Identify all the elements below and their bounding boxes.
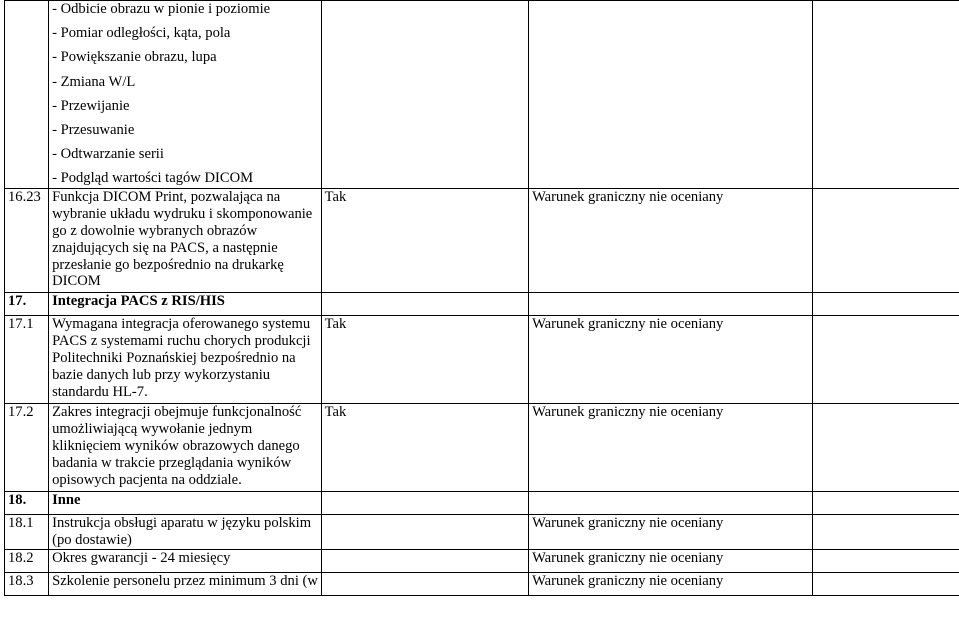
row-number: 17.2 (5, 404, 49, 492)
row-description: Zakres integracji obejmuje funkcjonalność umożliwiającą wywołanie jednym kliknięciem wyników obrazowych danego badania w trakcie przeglądania wyników opisowych pacjenta na oddziale. (49, 404, 322, 492)
feature-item: - Zmiana W/L (52, 73, 136, 90)
row-number: 16.23 (5, 189, 49, 293)
row-number: 18.1 (5, 515, 49, 550)
section-header-row (5, 293, 959, 316)
feature-item: - Przewijanie (52, 97, 130, 114)
cell-evaluation (529, 293, 813, 316)
feature-item: - Odtwarzanie serii (52, 146, 164, 163)
row-requirement (321, 515, 528, 550)
section-title: Inne (49, 492, 322, 515)
row-evaluation: Warunek graniczny nie oceniany (529, 189, 813, 293)
table-row-viewer-features (5, 1, 959, 189)
cell-evaluation (529, 492, 813, 515)
row-requirement: Tak (321, 316, 528, 404)
row-requirement: Tak (321, 189, 528, 293)
cell-score (812, 492, 959, 515)
row-number: 18.2 (5, 549, 49, 572)
row-evaluation: Warunek graniczny nie oceniany (529, 549, 813, 572)
row-evaluation: Warunek graniczny nie oceniany (529, 572, 813, 595)
row-requirement (321, 549, 528, 572)
feature-item: - Pomiar odległości, kąta, pola (52, 25, 231, 42)
row-evaluation: Warunek graniczny nie oceniany (529, 316, 813, 404)
table-row (5, 316, 959, 404)
section-number: 17. (5, 293, 49, 316)
row-description: Funkcja DICOM Print, pozwalająca na wybranie układu wydruku i skomponowanie go z dowolnie wybranych obrazów znajdujących się na PACS, a następnie przesłanie go bezpośrednio na drukarkę DICOM (49, 189, 322, 293)
feature-item: - Przesuwanie (52, 121, 135, 138)
row-score (812, 515, 959, 550)
table-row (5, 572, 959, 595)
table-row (5, 404, 959, 492)
section-header-row (5, 492, 959, 515)
cell-score (812, 293, 959, 316)
row-description: Okres gwarancji - 24 miesięcy (49, 549, 322, 572)
cell-requirement (321, 1, 528, 189)
feature-list (49, 1, 322, 189)
table-row (5, 189, 959, 293)
row-score (812, 549, 959, 572)
row-requirement (321, 572, 528, 595)
table-row (5, 549, 959, 572)
cell-requirement (321, 492, 528, 515)
row-score (812, 404, 959, 492)
row-number: 18.3 (5, 572, 49, 595)
cell-score (812, 1, 959, 189)
feature-item: - Powiększanie obrazu, lupa (52, 49, 217, 66)
row-description: Wymagana integracja oferowanego systemu PACS z systemami ruchu chorych produkcji Politechniki Poznańskiej bezpośrednio na bazie danych lub przy wykorzystaniu standardu HL-7. (49, 316, 322, 404)
row-score (812, 316, 959, 404)
cell-requirement (321, 293, 528, 316)
section-title: Integracja PACS z RIS/HIS (49, 293, 322, 316)
feature-item: - Odbicie obrazu w pionie i poziomie (52, 1, 271, 17)
row-number: 17.1 (5, 316, 49, 404)
cell-number (5, 1, 49, 189)
cell-evaluation (529, 1, 813, 189)
table-row (5, 515, 959, 550)
row-evaluation: Warunek graniczny nie oceniany (529, 515, 813, 550)
section-number: 18. (5, 492, 49, 515)
row-score (812, 189, 959, 293)
row-evaluation: Warunek graniczny nie oceniany (529, 404, 813, 492)
feature-item: - Podgląd wartości tagów DICOM (52, 170, 254, 187)
specification-table (4, 0, 959, 596)
row-description: Instrukcja obsługi aparatu w języku polskim (po dostawie) (49, 515, 322, 550)
row-requirement: Tak (321, 404, 528, 492)
row-score (812, 572, 959, 595)
row-description: Szkolenie personelu przez minimum 3 dni (w (49, 572, 322, 595)
